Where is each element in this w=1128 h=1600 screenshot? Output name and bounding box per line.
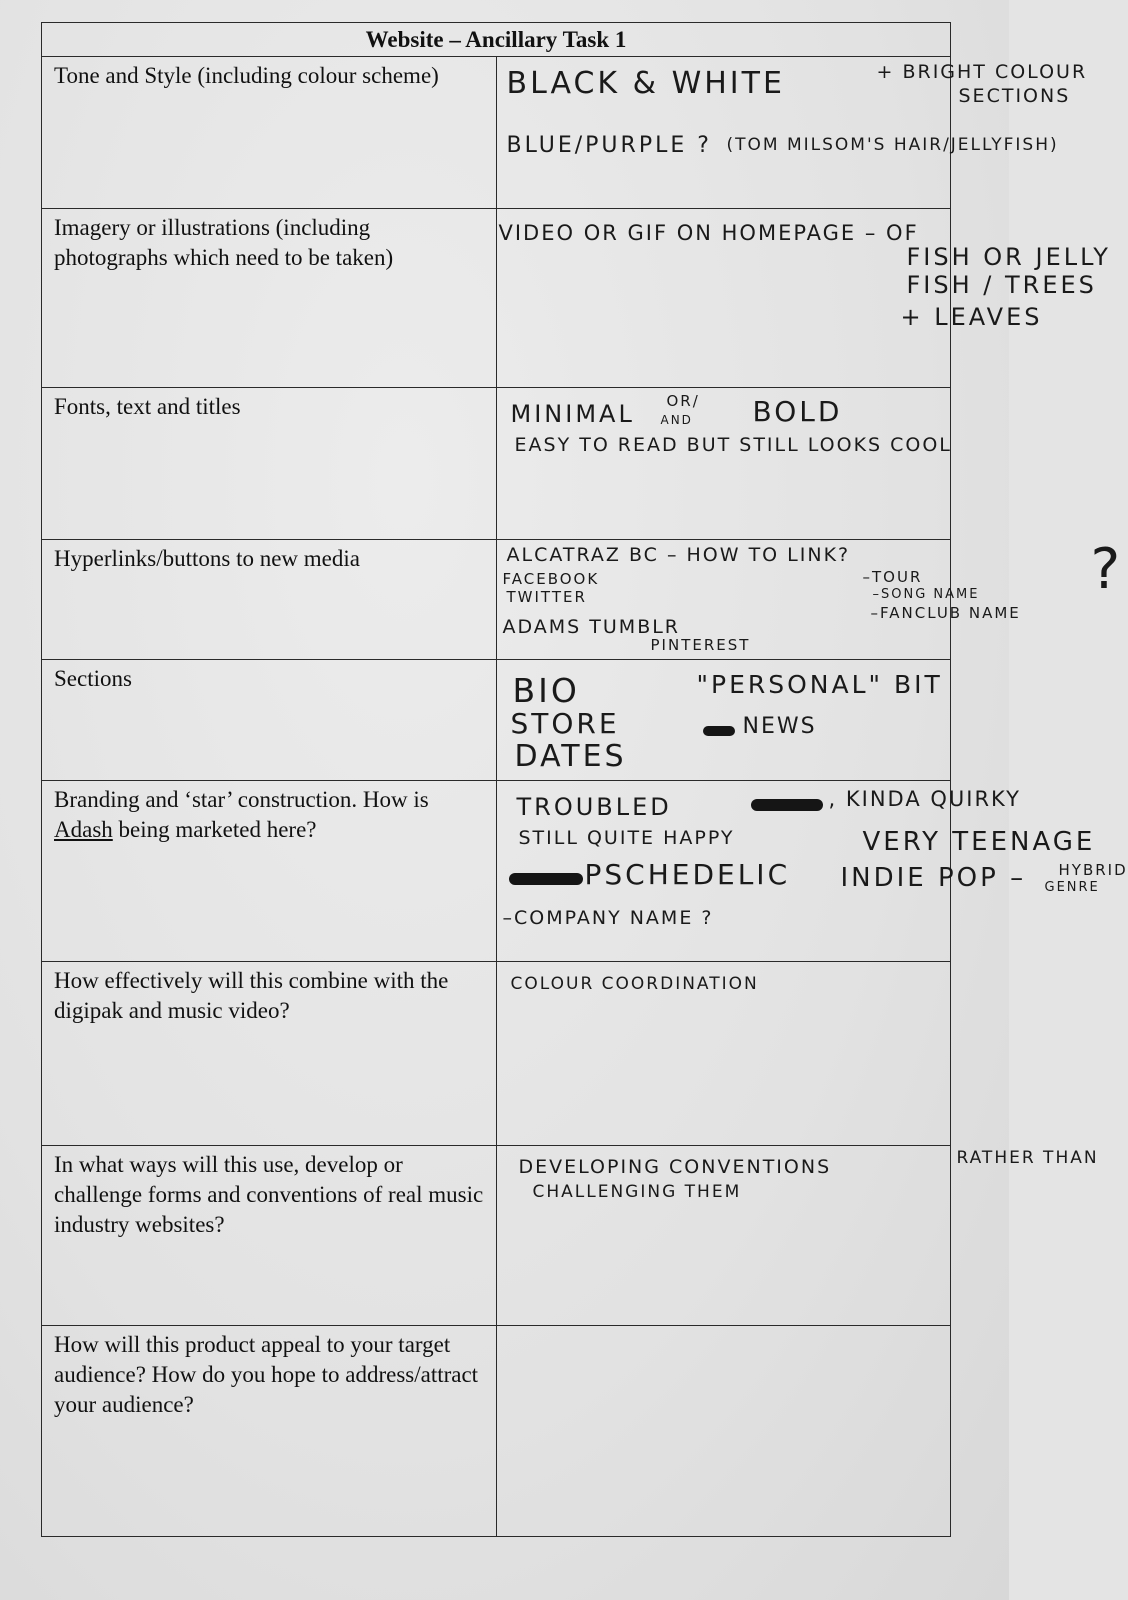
- question-branding: [42, 781, 497, 962]
- table-row: [42, 660, 951, 781]
- handwritten-text: MINIMAL: [510, 400, 635, 428]
- handwritten-text: –SONG NAME: [872, 587, 980, 602]
- handwritten-text: –TOUR: [862, 568, 923, 586]
- handwritten-text: DEVELOPING CONVENTIONS: [518, 1156, 832, 1178]
- handwritten-text: BOLD: [752, 395, 843, 428]
- handwritten-text: TROUBLED: [516, 793, 672, 821]
- handwritten-text: VERY TEENAGE: [862, 827, 1096, 857]
- scribbled-out-mark: [509, 873, 583, 885]
- handwritten-text: BLACK & WHITE: [506, 66, 785, 101]
- handwritten-question-mark: ?: [1090, 537, 1121, 602]
- handwritten-text: FISH OR JELLY: [906, 243, 1111, 271]
- question-text: being marketed here?: [112, 817, 317, 842]
- answer-imagery: [496, 209, 1111, 388]
- handwritten-text: EASY TO READ BUT STILL LOOKS COOL: [514, 434, 952, 456]
- answer-conventions: [496, 1146, 1099, 1326]
- answer-tone-style: [496, 57, 1088, 209]
- handwritten-text: INDIE POP –: [840, 863, 1027, 893]
- handwritten-text: BLUE/PURPLE ?: [506, 133, 712, 158]
- handwritten-text: BIO: [512, 671, 580, 710]
- scribbled-out-mark: [751, 799, 823, 811]
- question-text: Branding and ‘star’ construction. How is: [54, 787, 429, 812]
- question-imagery: Imagery or illustrations (including photographs which need to be taken): [42, 209, 497, 388]
- handwritten-text: ALCATRAZ BC – HOW TO LINK?: [506, 544, 851, 566]
- question-combine: How effectively will this combine with the digipak and music video?: [42, 962, 497, 1146]
- question-target-audience: How will this product appeal to your target audience? How do you hope to address/attract your audience?: [42, 1326, 497, 1537]
- handwritten-text: –COMPANY NAME ?: [502, 907, 714, 929]
- handwritten-text: + BRIGHT COLOUR: [876, 61, 1088, 83]
- handwritten-text: STILL QUITE HAPPY: [518, 827, 735, 849]
- question-sections: Sections: [42, 660, 497, 781]
- handwritten-text: "PERSONAL" BIT: [696, 670, 943, 699]
- table-row: [42, 1326, 951, 1537]
- handwritten-text: OR/: [666, 392, 700, 410]
- handwritten-text: (TOM MILSOM'S HAIR/JELLYFISH): [726, 135, 1059, 155]
- handwritten-text: + LEAVES: [900, 303, 1043, 331]
- handwritten-text: CHALLENGING THEM: [532, 1182, 742, 1202]
- form-title: Website – Ancillary Task 1: [42, 23, 951, 57]
- question-conventions: In what ways will this use, develop or challenge forms and conventions of real music industry websites?: [42, 1146, 497, 1326]
- handwritten-text: PINTEREST: [650, 636, 751, 654]
- scribbled-out-mark: [703, 726, 735, 736]
- handwritten-text: DATES: [514, 739, 627, 774]
- table-row: [42, 388, 951, 540]
- handwritten-text: –FANCLUB NAME: [870, 604, 1021, 622]
- question-text-underlined: Adash: [54, 817, 113, 842]
- table-row: [42, 57, 951, 209]
- question-hyperlinks: Hyperlinks/buttons to new media: [42, 540, 497, 660]
- handwritten-text: ADAMS TUMBLR: [502, 616, 681, 638]
- table-row: [42, 781, 951, 962]
- answer-fonts: [496, 388, 951, 540]
- table-row: [42, 209, 951, 388]
- answer-branding: [496, 781, 1128, 962]
- handwritten-text: NEWS: [742, 714, 817, 739]
- handwritten-text: HYBRID: [1058, 861, 1128, 879]
- handwritten-text: PSCHEDELIC: [584, 858, 791, 891]
- question-tone-style: Tone and Style (including colour scheme): [42, 57, 497, 209]
- answer-sections: [496, 660, 951, 781]
- table-row: [42, 540, 951, 660]
- handwritten-text: GENRE: [1044, 880, 1100, 895]
- handwritten-text: TWITTER: [506, 588, 587, 606]
- handwritten-text: , KINDA QUIRKY: [828, 787, 1021, 811]
- handwritten-text: AND: [660, 413, 693, 427]
- handwritten-text: SECTIONS: [958, 85, 1071, 107]
- handwritten-text: VIDEO OR GIF ON HOMEPAGE – OF: [498, 221, 919, 245]
- handwritten-text: FISH / TREES: [906, 271, 1097, 299]
- handwritten-text: FACEBOOK: [502, 570, 600, 588]
- handwritten-text: RATHER THAN: [956, 1148, 1099, 1168]
- table-row: [42, 1146, 951, 1326]
- handwritten-text: COLOUR COORDINATION: [510, 974, 759, 994]
- answer-hyperlinks: [496, 537, 1121, 660]
- question-fonts: Fonts, text and titles: [42, 388, 497, 540]
- task-form-table: [41, 22, 1128, 1537]
- answer-combine: [496, 962, 951, 1146]
- answer-target-audience: [496, 1326, 951, 1537]
- table-row: [42, 962, 951, 1146]
- handwritten-text: STORE: [510, 707, 620, 740]
